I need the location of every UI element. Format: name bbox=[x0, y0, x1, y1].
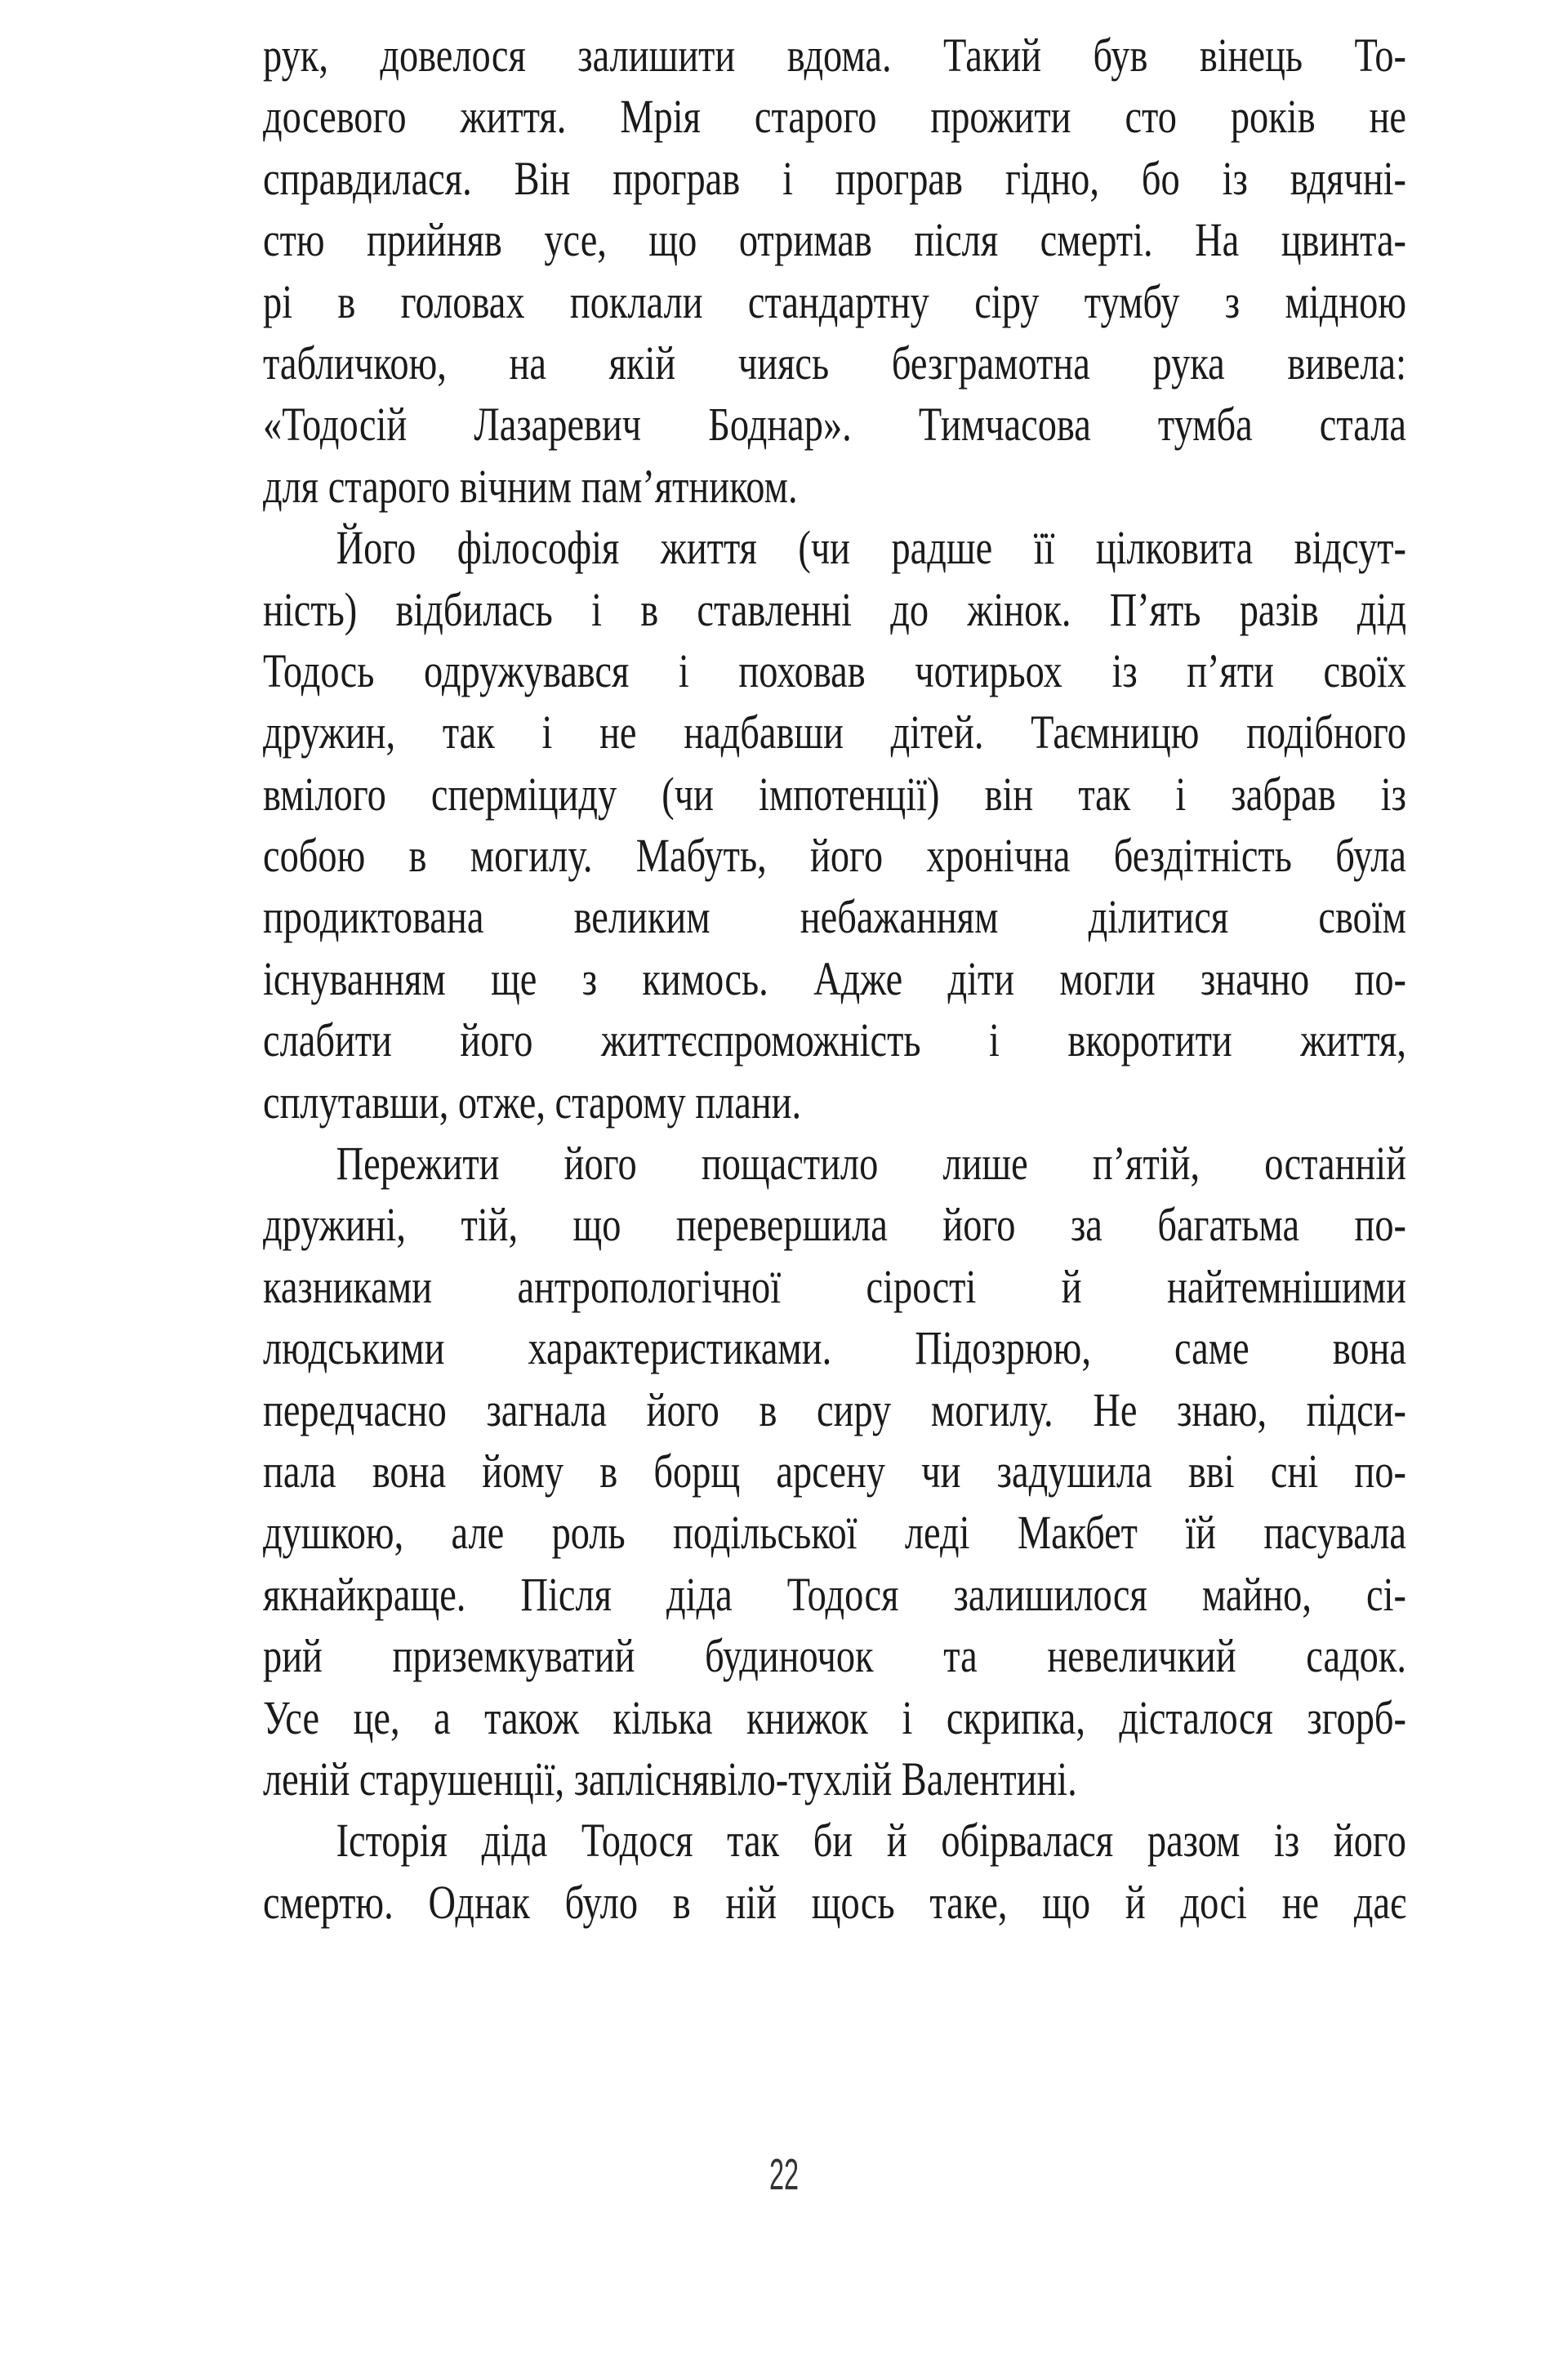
text-line-content: Пережити його пощастило лише п’ятій, останній bbox=[336, 1137, 1407, 1191]
text-line bbox=[263, 764, 1406, 825]
text-line bbox=[263, 1071, 1406, 1133]
text-line bbox=[263, 886, 1406, 947]
text-line-content: собою в могилу. Мабуть, його хронічна бездітність була bbox=[263, 829, 1406, 883]
text-line-content: продиктована великим небажанням ділитися своїм bbox=[263, 890, 1406, 944]
text-line bbox=[263, 517, 1406, 578]
text-line-content: казниками антропологічної сірості й найтемнішими bbox=[263, 1259, 1406, 1313]
text-line bbox=[263, 579, 1406, 640]
text-line bbox=[263, 640, 1406, 701]
text-line-content: «Тодосій Лазаревич Боднар». Тимчасова тумба стала bbox=[263, 398, 1406, 452]
text-line-content: Усе це, а також кілька книжок і скрипка, дісталося згорб- bbox=[263, 1690, 1406, 1744]
text-line bbox=[263, 1564, 1406, 1625]
text-line-content: сплутавши, отже, старому плани. bbox=[263, 1075, 802, 1129]
text-line-content: стю прийняв усе, що отримав після смерті. На цвинта- bbox=[263, 213, 1406, 267]
text-line bbox=[263, 1748, 1406, 1810]
text-line bbox=[263, 1133, 1406, 1194]
text-line bbox=[263, 825, 1406, 886]
text-line bbox=[263, 1687, 1406, 1748]
text-line-content: ність) відбилась і в ставленні до жінок. П’ять разів дід bbox=[263, 582, 1406, 636]
text-line-content: рий приземкуватий будиночок та невеличкий садок. bbox=[263, 1629, 1406, 1683]
text-line bbox=[263, 948, 1406, 1009]
text-line bbox=[263, 271, 1406, 332]
text-line bbox=[263, 1440, 1406, 1502]
text-line-content: Тодось одружувався і поховав чотирьох із п’яти своїх bbox=[263, 643, 1406, 697]
text-line-content: табличкою, на якій чиясь безграмотна рука вивела: bbox=[263, 336, 1406, 390]
text-line-content: леній старушенції, запліснявіло-тухлій Валентині. bbox=[263, 1752, 1077, 1806]
page-number: 22 bbox=[768, 2150, 800, 2199]
text-line-content: слабити його життєспроможність і вкоротити життя, bbox=[263, 1013, 1406, 1067]
text-line bbox=[263, 1317, 1406, 1378]
text-line bbox=[263, 332, 1406, 394]
text-line-content: Історія діда Тодося так би й обірвалася разом із його bbox=[336, 1814, 1407, 1868]
text-line-content: для старого вічним пам’ятником. bbox=[263, 459, 798, 513]
text-line bbox=[263, 456, 1406, 517]
text-line bbox=[263, 86, 1406, 147]
text-line bbox=[263, 24, 1406, 86]
text-line-content: рук, довелося залишити вдома. Такий був вінець То- bbox=[263, 29, 1406, 82]
text-line bbox=[263, 1872, 1406, 1933]
text-line-content: людськими характеристиками. Підозрюю, саме вона bbox=[263, 1321, 1406, 1375]
text-line bbox=[263, 1194, 1406, 1255]
text-line bbox=[263, 1009, 1406, 1071]
text-line-content: смертю. Однак було в ній щось таке, що й досі не дає bbox=[263, 1875, 1406, 1929]
text-line bbox=[263, 148, 1406, 209]
text-line-content: досевого життя. Мрія старого прожити сто років не bbox=[263, 90, 1406, 144]
text-line-content: дружин, так і не надбавши дітей. Таємницю подібного bbox=[263, 706, 1406, 759]
text-line-content: дружині, тій, що перевершила його за багатьма по- bbox=[263, 1198, 1406, 1252]
text-line bbox=[263, 701, 1406, 763]
text-line bbox=[263, 394, 1406, 455]
text-line bbox=[263, 1625, 1406, 1686]
text-line-content: якнайкраще. Після діда Тодося залишилося майно, сі- bbox=[263, 1567, 1406, 1621]
text-line-content: справдилася. Він програв і програв гідно, бо із вдячні- bbox=[263, 151, 1406, 205]
text-line bbox=[263, 1379, 1406, 1440]
text-line bbox=[263, 209, 1406, 270]
text-line-content: рі в головах поклали стандартну сіру тумбу з мідною bbox=[263, 274, 1406, 328]
text-line bbox=[263, 1256, 1406, 1317]
text-line-content: душкою, але роль подільської леді Макбет їй пасувала bbox=[263, 1506, 1406, 1560]
text-line-content: передчасно загнала його в сиру могилу. Не знаю, підси- bbox=[263, 1383, 1406, 1436]
text-line-content: пала вона йому в борщ арсену чи задушила вві сні по- bbox=[263, 1444, 1406, 1498]
text-line-content: Його філософія життя (чи радше її цілковита відсут- bbox=[336, 521, 1407, 575]
text-line bbox=[263, 1502, 1406, 1563]
text-line bbox=[263, 1810, 1406, 1871]
text-line-content: існуванням ще з кимось. Адже діти могли значно по- bbox=[263, 951, 1406, 1005]
body-text bbox=[263, 24, 1406, 1933]
text-line-content: вмілого сперміциду (чи імпотенції) він так і забрав із bbox=[263, 767, 1406, 821]
